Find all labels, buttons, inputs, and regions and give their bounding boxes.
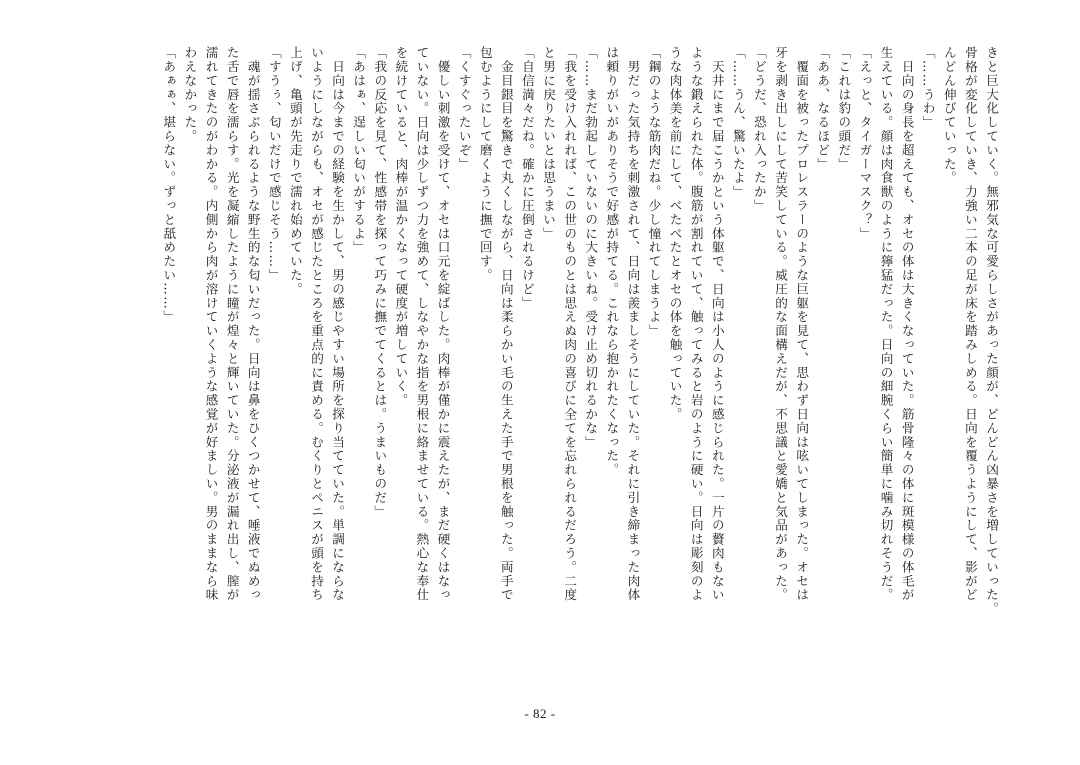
text-line: 「これは豹の頭だ」: [836, 46, 852, 172]
text-line: 日向は今までの経験を生かして、男の感じやすい場所を探り当てていた。単調にならな: [330, 46, 346, 602]
text-line: 「くすぐったいぞ」: [456, 46, 472, 172]
text-line: 「えっと、タイガーマスク？」: [857, 46, 873, 241]
text-line: 上げ、亀頭が先走りで濡れ始めていた。: [287, 46, 303, 297]
text-line: 男だった気持ちを刺激されて、日向は羨ましそうにしていた。それに引き締まった肉体: [625, 46, 641, 602]
text-line: 「すうぅ、匂いだけで感じそう……」: [266, 46, 282, 283]
text-line: 天井にまで届こうかという体躯で、日向は小人のように感じられた。一片の贅肉もない: [709, 46, 725, 602]
text-line: 生えている。顔は肉食獣のように獰猛だった。日向の細腕くらい簡単に噛み切れそうだ。: [878, 46, 894, 602]
text-line: 「……うわ」: [920, 46, 936, 130]
text-line: 優しい刺激を受けて、オセは口元を綻ばした。肉棒が僅かに震えたが、まだ硬くはなっ: [435, 46, 451, 602]
text-line: 包むようにして磨くように撫で回す。: [477, 46, 493, 283]
text-line: ていない。日向は少しずつ力を強めて、しなやかな指を男根に絡ませている。熱心な奉仕: [414, 46, 430, 602]
text-line: 「ああ、なるほど」: [815, 46, 831, 172]
text-line: わえなかった。: [182, 46, 198, 144]
text-line: 牙を剥き出しにして苦笑している。威圧的な面構えだが、不思議と愛嬌と気品があった。: [773, 46, 789, 602]
text-line: 濡れてきたのがわかる。内側から肉が溶けていくような感覚が好ましい。男のままなら味: [203, 46, 219, 602]
text-line: いようにしながらも、オセが感じたところを重点的に責める。むくりとペニスが頭を持ち: [309, 46, 324, 602]
text-line: 「どうだ、恐れ入ったか」: [751, 46, 767, 213]
page-number: - 82 -: [524, 706, 556, 721]
text-line: 「我を受け入れれば、この世のものとは思えぬ肉の喜びに全てを忘れられるだろう。二度: [562, 46, 578, 602]
text-line: 金目銀目を驚きで丸くしながら、日向は柔らかい毛の生えた手で男根を触った。両手で: [498, 46, 514, 602]
text-line: 「……うん、驚いたよ」: [730, 46, 746, 199]
text-line: 「自信満々だね。確かに圧倒されるけど」: [519, 46, 535, 311]
text-line: きと巨大化していく。無邪気な可愛らしさがあった顔が、どんどん凶暴さを増していった。: [984, 46, 999, 616]
text-line: 「鋼のような筋肉だね。少し憧れてしまうよ」: [646, 46, 662, 338]
text-line: た舌で唇を濡らす。光を凝縮したように瞳が煌々と輝いていた。分泌液が漏れ出し、膣が: [224, 46, 240, 602]
text-line: 「……まだ勃起していないのに大きいね。受け止め切れるかな」: [583, 46, 599, 450]
text-line: は頼りがいがありそうで好感が持てる。これなら抱かれたくなった。: [604, 46, 620, 477]
text-line: 「我の反応を見て、性感帯を探って巧みに撫でてくるとは。うまいものだ」: [372, 46, 388, 519]
text-line: を続けていると、肉棒が温かくなって硬度が増していく。: [393, 46, 409, 408]
text-line: 魂が揺さぶられるような野生的な匂いだった。日向は鼻をひくつかせて、唾液でぬめっ: [245, 46, 261, 602]
text-line: 「あはぁ、逞しい匂いがするよ」: [351, 46, 367, 255]
text-line: 骨格が変化していき、力強い二本の足が床を踏みしめる。日向を覆うようにして、影がど: [962, 46, 978, 602]
vertical-text-body: [82, 46, 1002, 686]
text-line: 日向の身長を超えても、オセの体は大きくなっていた。筋骨隆々の体に斑模様の体毛が: [899, 46, 915, 602]
text-line: 覆面を被ったプロレスラーのような巨躯を見て、思わず日向は呟いてしまった。オセは: [794, 46, 810, 602]
text-line: うな肉体美を前にして、べたべたとオセの体を触っていた。: [667, 46, 683, 422]
text-line: 「あぁぁ、堪らない。ずっと舐めたい……」: [161, 46, 177, 324]
text-line: ような鍛えられた体。腹筋が割れていて、触ってみると岩のように硬い。日向は彫刻のよ: [688, 46, 704, 602]
text-line: と男に戻りたいとは思うまい」: [541, 46, 557, 241]
text-line: んどん伸びていった。: [941, 46, 957, 185]
